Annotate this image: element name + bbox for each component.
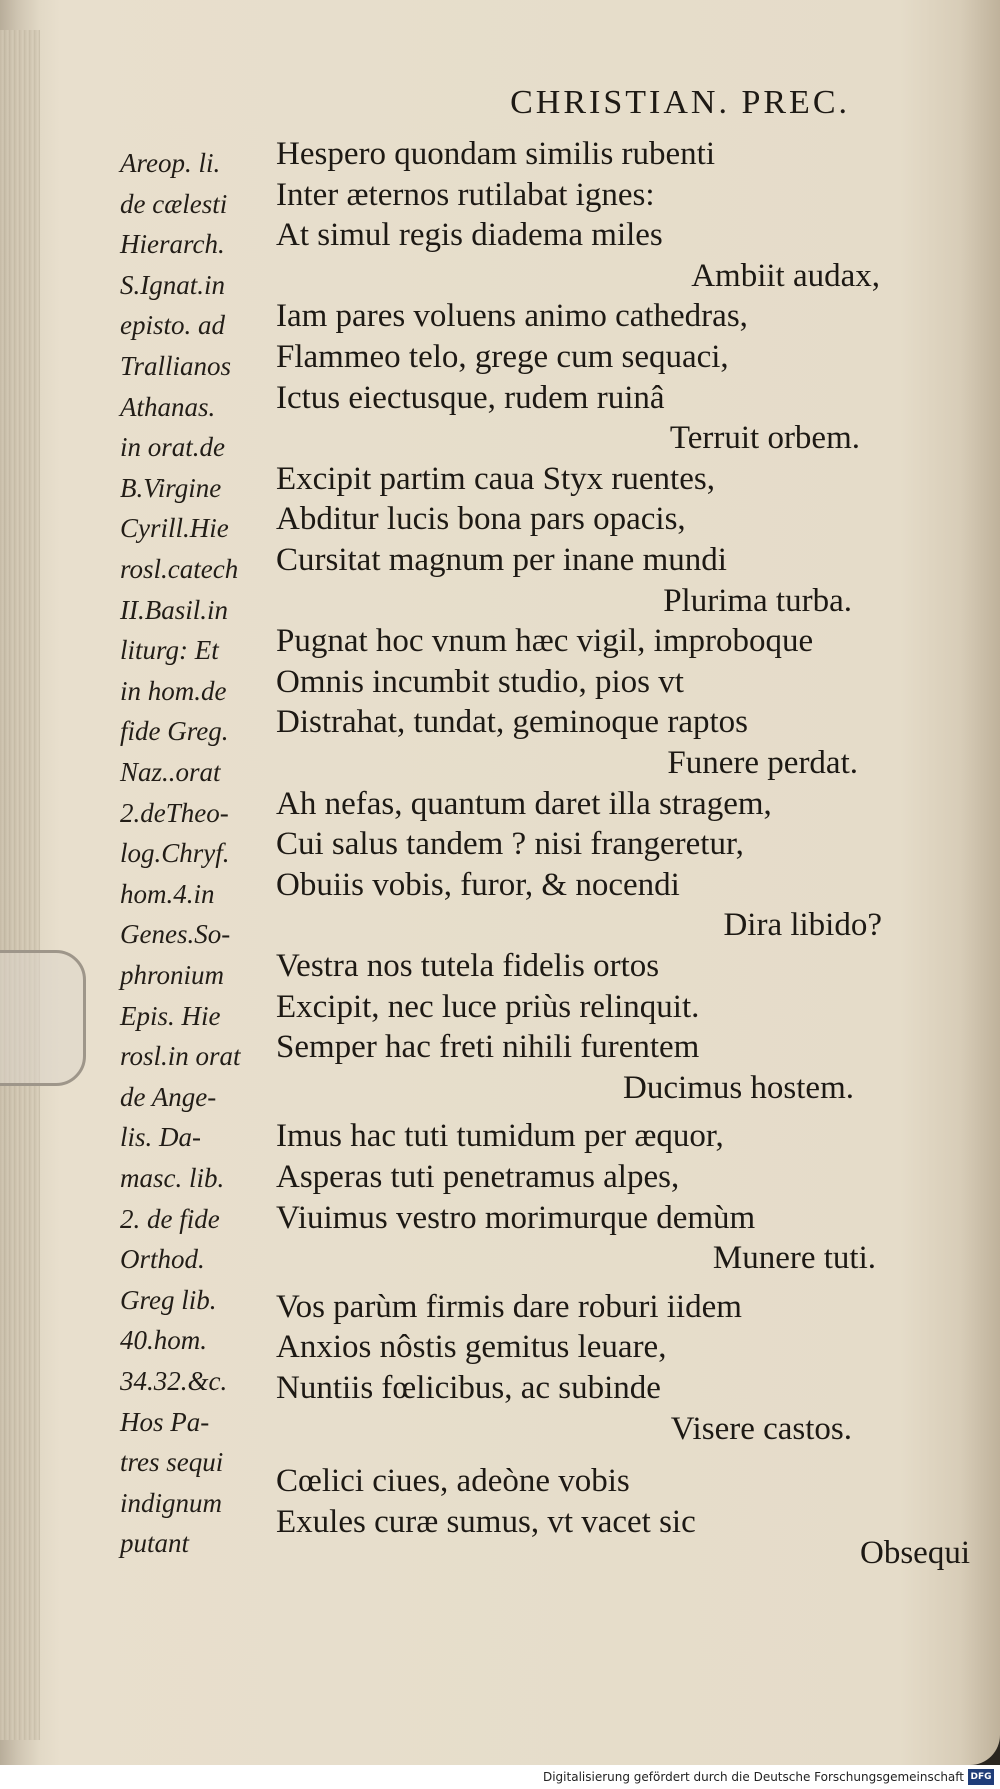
margin-note: 2. de fide bbox=[120, 1203, 220, 1234]
verse-line: Cursitat magnum per inane mundi bbox=[276, 542, 727, 578]
verse-line: Distrahat, tundat, geminoque raptos bbox=[276, 704, 748, 741]
verse-line: Omnis incumbit studio, pios vt bbox=[276, 663, 684, 700]
verse-line: Excipit partim caua Styx ruentes, bbox=[276, 460, 715, 497]
margin-note: S.Ignat.in bbox=[120, 269, 225, 300]
verse-line: Ducimus hostem. bbox=[623, 1069, 854, 1106]
margin-note: fide Greg. bbox=[120, 716, 229, 747]
catchword: Obsequi bbox=[860, 1535, 970, 1571]
verse-line: Hespero quondam similis rubenti bbox=[276, 136, 716, 172]
verse-line: Viuimus vestro morimurque demùm bbox=[276, 1199, 756, 1236]
verse-line: Ictus eiectusque, rudem ruinâ bbox=[276, 379, 665, 416]
margin-note: Genes.So- bbox=[120, 919, 231, 950]
verse-line: Flammeo telo, grege cum sequaci, bbox=[276, 339, 729, 375]
margin-note: episto. ad bbox=[120, 310, 225, 341]
margin-note: Hos Pa- bbox=[120, 1406, 210, 1437]
verse-line: Vos parùm firmis dare roburi iidem bbox=[276, 1288, 742, 1325]
margin-note: tres sequi bbox=[120, 1447, 224, 1478]
margin-note: B.Virgine bbox=[120, 472, 222, 503]
margin-note: log.Chryf. bbox=[120, 838, 230, 869]
verse-line: Cœlici ciues, adeòne vobis bbox=[276, 1463, 630, 1500]
margin-note: masc. lib. bbox=[120, 1163, 225, 1193]
margin-note: rosl.catech bbox=[120, 554, 239, 584]
margin-note: de Ange- bbox=[120, 1081, 217, 1112]
verse-line: Obuiis vobis, furor, & nocendi bbox=[276, 866, 680, 903]
verse-line: Semper hac freti nihili furentem bbox=[276, 1029, 700, 1066]
margin-note: indignum bbox=[120, 1487, 223, 1518]
margin-note: Epis. Hie bbox=[120, 1000, 221, 1031]
verse-line: At simul regis diadema miles bbox=[276, 217, 663, 254]
margin-note: II.Basil.in bbox=[120, 594, 228, 625]
verse-line: Funere perdat. bbox=[667, 745, 858, 781]
verse-line: Munere tuti. bbox=[712, 1240, 876, 1277]
running-title: CHRISTIAN. PREC. bbox=[510, 84, 850, 121]
dfg-logo: DFG bbox=[968, 1769, 994, 1785]
verse-line: Ambiit audax, bbox=[691, 257, 880, 294]
digitization-footer bbox=[0, 1765, 1000, 1789]
margin-note: de cælesti bbox=[120, 188, 228, 219]
verse-line: Pugnat hoc vnum hæc vigil, improboque bbox=[276, 623, 814, 660]
verse-line: Dira libido? bbox=[723, 907, 882, 944]
margin-note: Hierarch. bbox=[120, 229, 225, 260]
margin-note: rosl.in orat bbox=[120, 1041, 241, 1072]
verse-line: Inter æternos rutilabat ignes: bbox=[276, 176, 655, 213]
margin-note: putant bbox=[120, 1528, 190, 1559]
margin-note: Greg lib. bbox=[120, 1284, 217, 1315]
margin-note: Naz..orat bbox=[120, 757, 221, 787]
margin-note: Athanas. bbox=[120, 391, 216, 422]
margin-note: 34.32.&c. bbox=[120, 1366, 228, 1396]
footer-credit: Digitalisierung gefördert durch die Deutsche Forschungsgemeinschaft bbox=[542, 1770, 964, 1784]
margin-note: in orat.de bbox=[120, 432, 225, 463]
margin-note: phronium bbox=[120, 960, 225, 990]
clip-tab bbox=[0, 950, 86, 1086]
margin-note: 40.hom. bbox=[120, 1325, 207, 1356]
margin-note: Trallianos bbox=[120, 351, 232, 381]
margin-note: hom.4.in bbox=[120, 878, 215, 909]
verse-line: Asperas tuti penetramus alpes, bbox=[276, 1159, 680, 1195]
margin-note: Cyrill.Hie bbox=[120, 513, 229, 544]
verse-line: Cui salus tandem ? nisi frangeretur, bbox=[276, 826, 744, 863]
verse-line: Imus hac tuti tumidum per æquor, bbox=[276, 1118, 724, 1155]
verse-line: Vestra nos tutela fidelis ortos bbox=[276, 948, 660, 984]
verse-line: Nuntiis fœlicibus, ac subinde bbox=[276, 1370, 661, 1406]
verse-line: Plurima turba. bbox=[663, 582, 852, 619]
margin-note: Areop. li. bbox=[120, 148, 221, 178]
verse-line: Abditur lucis bona pars opacis, bbox=[276, 501, 686, 538]
verse-line: Ah nefas, quantum daret illa stragem, bbox=[276, 785, 772, 822]
margin-note: Orthod. bbox=[120, 1244, 205, 1275]
verse-line: Anxios nôstis gemitus leuare, bbox=[276, 1329, 667, 1366]
margin-note: in hom.de bbox=[120, 675, 227, 706]
verse-line: Excipit, nec luce priùs relinquit. bbox=[276, 988, 700, 1025]
verse-line: Iam pares voluens animo cathedras, bbox=[276, 298, 748, 335]
margin-note: 2.deTheo- bbox=[120, 797, 229, 828]
margin-note: liturg: Et bbox=[120, 635, 219, 666]
verse-line: Exules curæ sumus, vt vacet sic bbox=[276, 1503, 696, 1540]
page-edge-stack bbox=[0, 30, 40, 1740]
verse-line: Visere castos. bbox=[670, 1410, 852, 1447]
verse-line: Terruit orbem. bbox=[669, 420, 860, 457]
margin-note: lis. Da- bbox=[120, 1122, 201, 1153]
